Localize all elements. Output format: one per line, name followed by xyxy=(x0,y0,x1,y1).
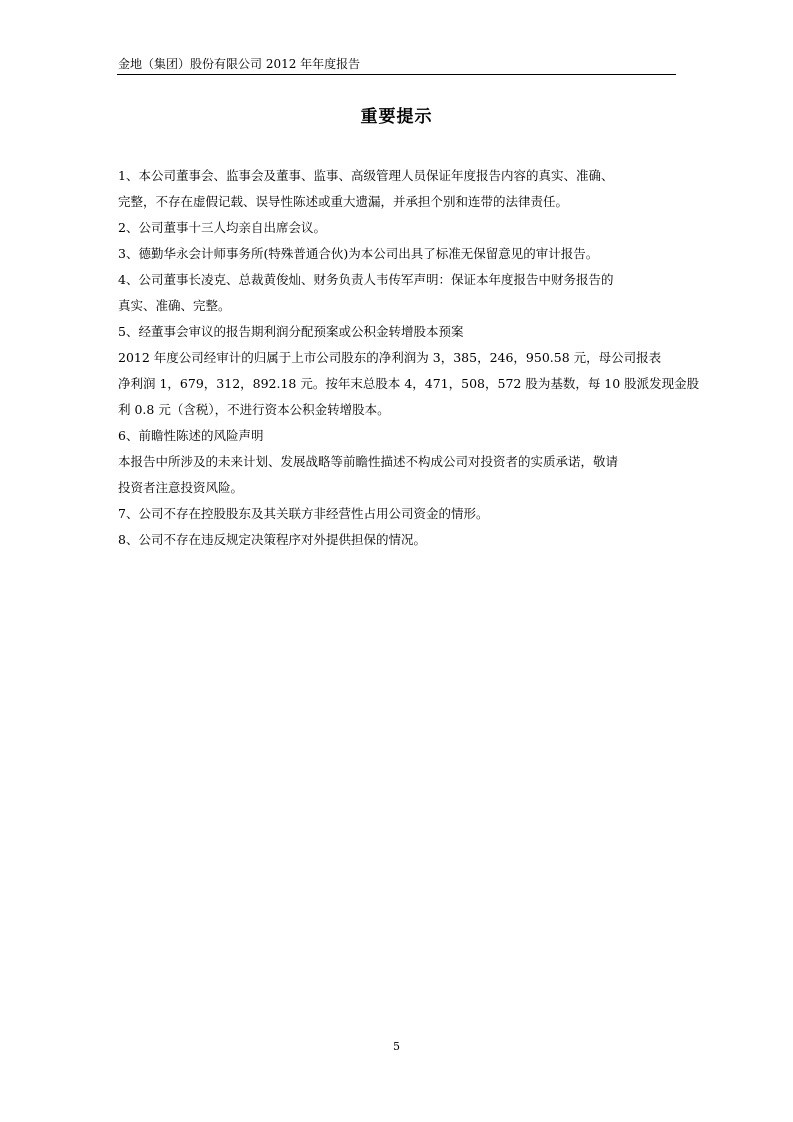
notice-line: 6、前瞻性陈述的风险声明 xyxy=(118,428,264,443)
header-divider xyxy=(117,74,676,75)
notice-item-7 xyxy=(118,501,678,527)
notice-line: 2012 年度公司经审计的归属于上市公司股东的净利润为 3，385，246，950.58 元，母公司报表 xyxy=(118,350,662,365)
notice-item-5 xyxy=(118,319,700,423)
page-number: 5 xyxy=(393,1040,400,1053)
notice-item-1 xyxy=(118,163,678,215)
notice-line: 净利润 1，679，312，892.18 元。按年末总股本 4，471，508，572 股为基数，每 10 股派发现金股 xyxy=(118,376,700,391)
notice-item-8 xyxy=(118,527,678,553)
notice-line: 7、公司不存在控股股东及其关联方非经营性占用公司资金的情形。 xyxy=(118,506,489,521)
notice-line: 2、公司董事十三人均亲自出席会议。 xyxy=(118,220,326,235)
notice-item-3 xyxy=(118,241,678,267)
notice-line: 完整，不存在虚假记载、误导性陈述或重大遗漏，并承担个别和连带的法律责任。 xyxy=(118,194,569,209)
notice-line: 4、公司董事长凌克、总裁黄俊灿、财务负责人韦传军声明：保证本年度报告中财务报告的 xyxy=(118,272,614,287)
notice-line: 真实、准确、完整。 xyxy=(118,298,231,313)
notice-item-2 xyxy=(118,215,678,241)
notice-line: 投资者注意投资风险。 xyxy=(118,480,244,495)
running-header: 金地（集团）股份有限公司 2012 年年度报告 xyxy=(118,57,361,71)
notice-line: 利 0.8 元（含税），不进行资本公积金转增股本。 xyxy=(118,402,390,417)
notice-line: 5、经董事会审议的报告期利润分配预案或公积金转增股本预案 xyxy=(118,324,464,339)
page-title: 重要提示 xyxy=(360,107,433,127)
notice-item-4 xyxy=(118,267,678,319)
notice-list xyxy=(118,163,700,553)
notice-item-6 xyxy=(118,423,678,501)
notice-line: 1、本公司董事会、监事会及董事、监事、高级管理人员保证年度报告内容的真实、准确、 xyxy=(118,168,614,183)
notice-line: 8、公司不存在违反规定决策程序对外提供担保的情况。 xyxy=(118,532,426,547)
notice-line: 本报告中所涉及的未来计划、发展战略等前瞻性描述不构成公司对投资者的实质承诺，敬请 xyxy=(118,454,619,469)
notice-line: 3、德勤华永会计师事务所(特殊普通合伙)为本公司出具了标准无保留意见的审计报告。 xyxy=(118,246,599,261)
